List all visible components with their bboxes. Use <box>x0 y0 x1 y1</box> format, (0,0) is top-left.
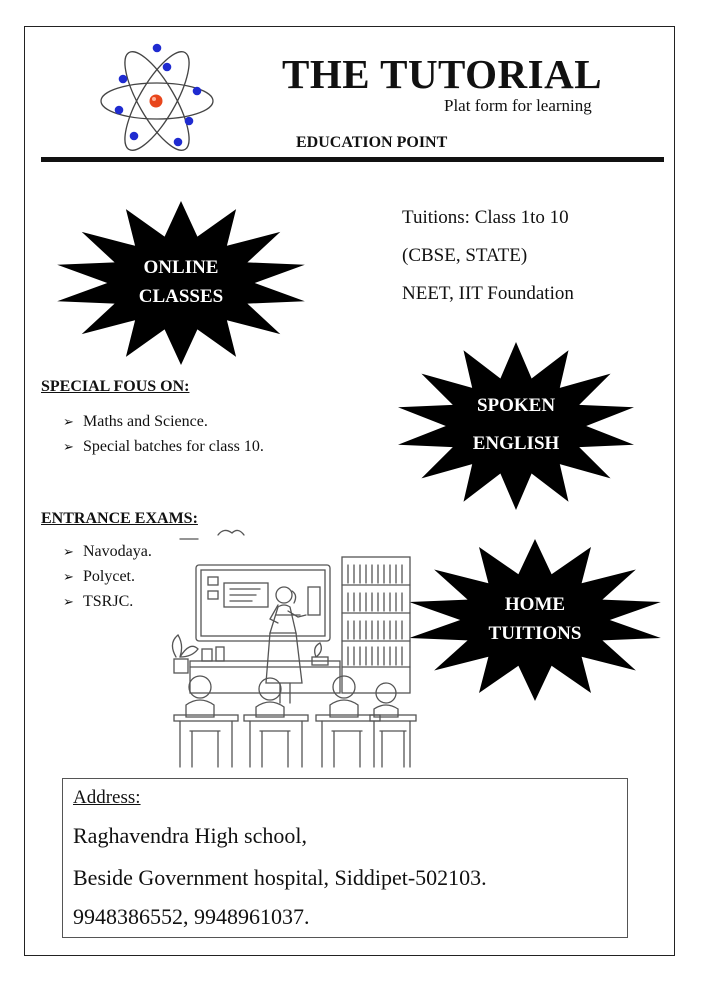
course-line-3: NEET, IIT Foundation <box>402 283 574 304</box>
list-item: ➢ Navodaya. <box>63 540 152 565</box>
online-classes-badge <box>52 199 310 367</box>
page-title: THE TUTORIAL <box>282 51 603 97</box>
badge-line: CLASSES <box>138 286 224 307</box>
list-item: ➢ TSRJC. <box>63 590 152 615</box>
course-line-1: Tuitions: Class 1to 10 <box>402 207 569 228</box>
special-focus-heading: SPECIAL FOUS ON: <box>41 378 190 395</box>
tagline: Plat form for learning <box>444 96 592 115</box>
arrow-bullet-icon: ➢ <box>63 415 74 430</box>
address-box <box>62 778 628 938</box>
badge-line: ENGLISH <box>472 433 560 454</box>
address-line: Beside Government hospital, Siddipet-502103. <box>73 865 487 890</box>
badge-line: HOME <box>504 594 566 615</box>
home-tuitions-badge <box>404 537 666 703</box>
classroom-illustration <box>160 525 422 773</box>
arrow-bullet-icon: ➢ <box>63 545 74 560</box>
arrow-bullet-icon: ➢ <box>63 440 74 455</box>
address-line: Raghavendra High school, <box>73 823 307 848</box>
phone-numbers: 9948386552, 9948961037. <box>73 904 310 929</box>
badge-line: ONLINE <box>143 257 219 278</box>
list-item: ➢ Maths and Science. <box>63 410 264 435</box>
atom-icon <box>98 42 216 160</box>
badge-line: SPOKEN <box>476 395 556 416</box>
list-item: ➢ Polycet. <box>63 565 152 590</box>
special-focus-list <box>63 410 264 460</box>
spoken-english-badge <box>393 340 639 512</box>
entrance-exams-list <box>63 540 152 615</box>
header-divider <box>41 157 664 162</box>
course-line-2: (CBSE, STATE) <box>402 245 528 266</box>
entrance-exams-heading: ENTRANCE EXAMS: <box>41 510 198 527</box>
address-label: Address: <box>73 787 141 808</box>
subtitle: EDUCATION POINT <box>296 134 448 151</box>
arrow-bullet-icon: ➢ <box>63 595 74 610</box>
badge-line: TUITIONS <box>488 623 582 644</box>
arrow-bullet-icon: ➢ <box>63 570 74 585</box>
list-item: ➢ Special batches for class 10. <box>63 435 264 460</box>
